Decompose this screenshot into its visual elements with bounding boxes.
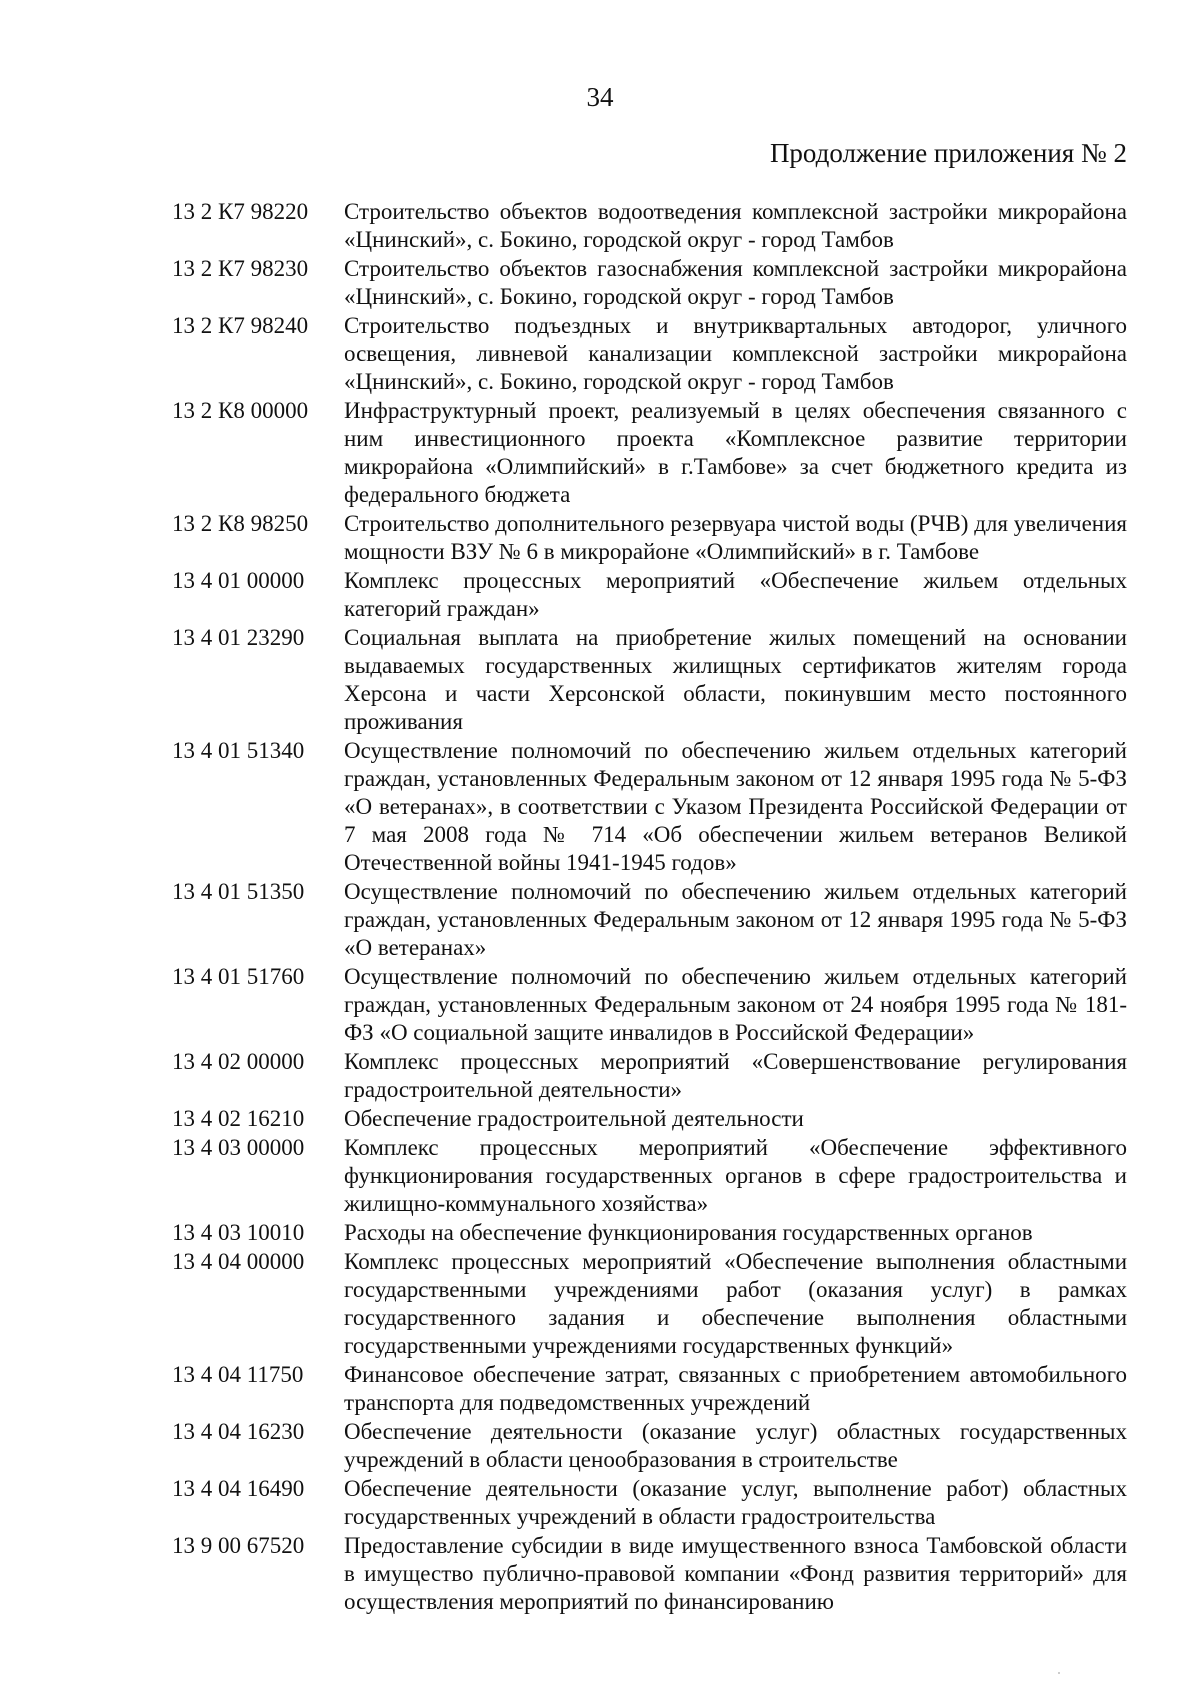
budget-code: 13 4 01 51350 bbox=[172, 879, 305, 904]
item-description: Строительство объектов водоотведения комплексной застройки микрорайона «Цнинский», с. Бокино, городской округ - город Тамбов bbox=[344, 199, 1127, 252]
list-item bbox=[172, 397, 1127, 509]
item-description: Обеспечение деятельности (оказание услуг, выполнение работ) областных государственных учреждений в области градостроительства bbox=[344, 1476, 1127, 1529]
item-description: Осуществление полномочий по обеспечению жильем отдельных категорий граждан, установленных Федеральным законом от 12 января 1995 года № 5-ФЗ «О ветеранах», в соответствии с Указом Президента Российской Федерации от 7 мая 2008 года № 714 «Об обеспечении жильем ветеранов Великой Отечественной войны 1941-1945 годов» bbox=[344, 738, 1127, 875]
list-item bbox=[172, 510, 1127, 566]
item-description: Строительство дополнительного резервуара чистой воды (РЧВ) для увеличения мощности ВЗУ № 6 в микрорайоне «Олимпийский» в г. Тамбове bbox=[344, 511, 1127, 564]
item-description: Осуществление полномочий по обеспечению жильем отдельных категорий граждан, установленных Федеральным законом от 12 января 1995 года № 5-ФЗ «О ветеранах» bbox=[344, 879, 1127, 960]
item-description: Обеспечение градостроительной деятельности bbox=[344, 1106, 804, 1131]
item-description: Расходы на обеспечение функционирования государственных органов bbox=[344, 1220, 1033, 1245]
list-item bbox=[172, 1361, 1127, 1417]
list-item bbox=[172, 1532, 1127, 1616]
item-description: Строительство подъездных и внутриквартальных автодорог, уличного освещения, ливневой канализации комплексной застройки микрорайона «Цнинский», с. Бокино, городской округ - город Тамбов bbox=[344, 313, 1127, 394]
item-description: Предоставление субсидии в виде имущественного взноса Тамбовской области в имущество публично-правовой компании «Фонд развития территорий» для осуществления мероприятий по финансированию bbox=[344, 1533, 1127, 1614]
budget-code: 13 2 К8 98250 bbox=[172, 511, 309, 536]
item-description: Инфраструктурный проект, реализуемый в целях обеспечения связанного с ним инвестиционного проекта «Комплексное развитие территории микрорайона «Олимпийский» в г.Тамбове» за счет бюджетного кредита из федерального бюджета bbox=[344, 398, 1127, 507]
list-item bbox=[172, 1105, 1127, 1133]
list-item bbox=[172, 1248, 1127, 1360]
budget-code-list bbox=[172, 198, 1127, 1617]
budget-code: 13 4 04 00000 bbox=[172, 1249, 305, 1274]
item-description: Комплекс процессных мероприятий «Обеспечение выполнения областными государственными учреждениями работ (оказания услуг) в рамках государственного задания и обеспечение выполнения областными государственными учреждениями государственных функций» bbox=[344, 1249, 1127, 1358]
item-description: Комплекс процессных мероприятий «Обеспечение эффективного функционирования государственных органов в сфере градостроительства и жилищно-коммунального хозяйства» bbox=[344, 1135, 1127, 1216]
budget-code: 13 2 К7 98220 bbox=[172, 199, 309, 224]
budget-code: 13 2 К7 98230 bbox=[172, 256, 309, 281]
list-item bbox=[172, 963, 1127, 1047]
budget-code: 13 4 02 16210 bbox=[172, 1106, 305, 1131]
list-item bbox=[172, 737, 1127, 877]
budget-code: 13 4 04 16490 bbox=[172, 1476, 305, 1501]
list-item bbox=[172, 312, 1127, 396]
list-item bbox=[172, 567, 1127, 623]
budget-code: 13 4 03 00000 bbox=[172, 1135, 305, 1160]
list-item bbox=[172, 1048, 1127, 1104]
item-description: Строительство объектов газоснабжения комплексной застройки микрорайона «Цнинский», с. Бокино, городской округ - город Тамбов bbox=[344, 256, 1127, 309]
budget-code: 13 4 04 16230 bbox=[172, 1419, 305, 1444]
appendix-continuation-label: Продолжение приложения № 2 bbox=[769, 138, 1127, 168]
budget-code: 13 4 02 00000 bbox=[172, 1049, 305, 1074]
scan-speck bbox=[1058, 1672, 1060, 1674]
budget-code: 13 2 К8 00000 bbox=[172, 398, 309, 423]
list-item bbox=[172, 1134, 1127, 1218]
item-description: Социальная выплата на приобретение жилых помещений на основании выдаваемых государственных жилищных сертификатов жителям города Херсона и части Херсонской области, покинувшим место постоянного проживания bbox=[344, 625, 1127, 734]
list-item bbox=[172, 198, 1127, 254]
item-description: Обеспечение деятельности (оказание услуг) областных государственных учреждений в области ценообразования в строительстве bbox=[344, 1419, 1127, 1472]
budget-code: 13 4 03 10010 bbox=[172, 1220, 305, 1245]
budget-code: 13 4 01 00000 bbox=[172, 568, 305, 593]
item-description: Осуществление полномочий по обеспечению жильем отдельных категорий граждан, установленных Федеральным законом от 24 ноября 1995 года № 181-ФЗ «О социальной защите инвалидов в Российской Федерации» bbox=[344, 964, 1127, 1045]
budget-code: 13 2 К7 98240 bbox=[172, 313, 309, 338]
list-item bbox=[172, 878, 1127, 962]
item-description: Финансовое обеспечение затрат, связанных с приобретением автомобильного транспорта для подведомственных учреждений bbox=[344, 1362, 1127, 1415]
budget-code: 13 4 01 23290 bbox=[172, 625, 305, 650]
budget-code: 13 4 01 51340 bbox=[172, 738, 305, 763]
budget-code: 13 4 04 11750 bbox=[172, 1362, 304, 1387]
budget-code: 13 9 00 67520 bbox=[172, 1533, 305, 1558]
item-description: Комплекс процессных мероприятий «Обеспечение жильем отдельных категорий граждан» bbox=[344, 568, 1127, 621]
item-description: Комплекс процессных мероприятий «Совершенствование регулирования градостроительной деятельности» bbox=[344, 1049, 1127, 1102]
list-item bbox=[172, 1418, 1127, 1474]
list-item bbox=[172, 255, 1127, 311]
list-item bbox=[172, 1219, 1127, 1247]
page-number: 34 bbox=[586, 82, 614, 112]
list-item bbox=[172, 1475, 1127, 1531]
budget-code: 13 4 01 51760 bbox=[172, 964, 305, 989]
list-item bbox=[172, 624, 1127, 736]
